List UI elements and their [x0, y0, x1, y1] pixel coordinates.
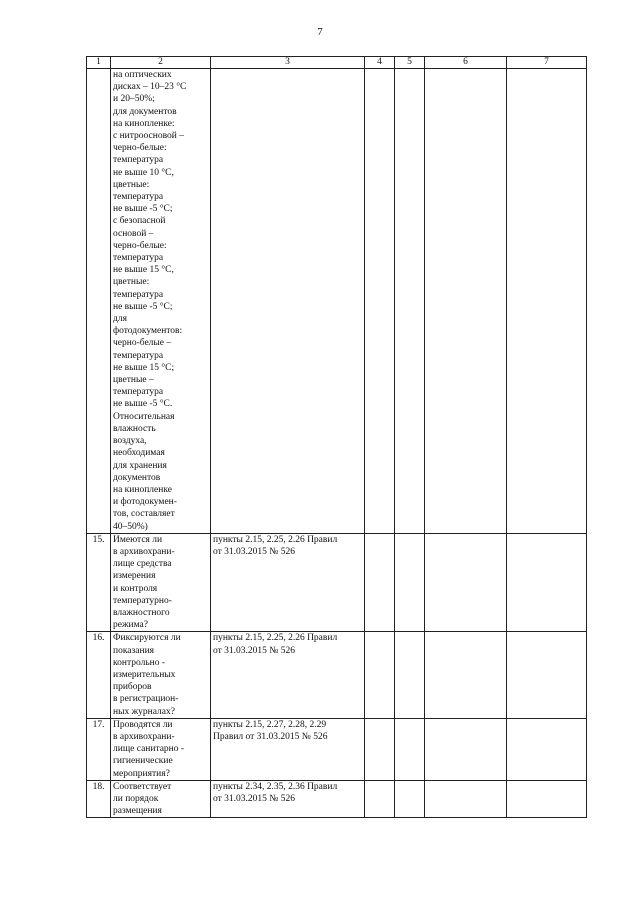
- text-line: на оптических: [113, 70, 172, 80]
- text-line: пункты 2.15, 2.27, 2.28, 2.29: [213, 719, 327, 730]
- text-line: с нитроосновой –: [113, 131, 184, 142]
- text-line: температура: [113, 387, 164, 398]
- reference-cell: [211, 69, 365, 534]
- answer-yes-cell: [365, 718, 395, 780]
- table-row: [87, 533, 587, 632]
- table-row: [87, 780, 587, 818]
- reference-cell: [211, 632, 365, 718]
- text-line: Правил от 31.03.2015 № 526: [213, 731, 328, 742]
- note-cell: [507, 632, 587, 718]
- text-line: пункты 2.15, 2.25, 2.26 Правил: [213, 534, 338, 545]
- text-line: от 31.03.2015 № 526: [213, 645, 295, 656]
- text-line: и фотодокумен-: [113, 497, 177, 508]
- column-header: 3: [211, 57, 365, 69]
- text-line: ных журналах?: [113, 706, 175, 717]
- question-cell: [111, 780, 211, 818]
- text-line: для документов: [113, 106, 177, 117]
- text-line: воздуха,: [113, 436, 147, 447]
- text-line: на кинопленке: [113, 484, 172, 495]
- text-line: фотодокументов:: [113, 326, 183, 337]
- text-line: для хранения: [113, 460, 167, 471]
- text-line: пункты 2.15, 2.25, 2.26 Правил: [213, 633, 338, 644]
- text-line: режима?: [113, 620, 148, 631]
- answer-no-cell: [395, 69, 425, 534]
- text-line: черно-белые:: [113, 240, 167, 251]
- text-line: цветные –: [113, 375, 154, 386]
- text-line: в архивохрани-: [113, 546, 175, 557]
- text-line: температура: [113, 253, 164, 264]
- text-line: лище санитарно -: [113, 744, 185, 755]
- text-line: 40–50%): [113, 521, 148, 532]
- text-line: цветные:: [113, 277, 150, 288]
- text-line: влажность: [113, 423, 156, 434]
- not-applicable-cell: [425, 780, 507, 818]
- text-line: лище средства: [113, 559, 172, 570]
- text-line: черно-белые:: [113, 143, 167, 154]
- text-line: измерения: [113, 571, 156, 582]
- text-line: влажностного: [113, 607, 170, 618]
- text-line: Проводятся ли: [113, 719, 173, 730]
- text-line: и 20–50%;: [113, 94, 155, 105]
- text-line: ли порядок: [113, 793, 159, 804]
- text-line: температура: [113, 192, 164, 203]
- checklist-table: [86, 56, 587, 818]
- answer-yes-cell: [365, 632, 395, 718]
- note-cell: [507, 780, 587, 818]
- table-row: [87, 718, 587, 780]
- answer-yes-cell: [365, 69, 395, 534]
- page-number: 7: [317, 26, 323, 38]
- column-header: 7: [507, 57, 587, 69]
- text-line: не выше -5 °С.: [113, 399, 173, 410]
- question-cell: [111, 69, 211, 534]
- text-line: размещения: [113, 806, 162, 817]
- note-cell: [507, 533, 587, 632]
- text-line: приборов: [113, 682, 152, 693]
- table-row-continuation: [87, 69, 587, 534]
- column-header: 1: [87, 57, 111, 69]
- row-number-cell: 16.: [87, 632, 111, 718]
- text-line: тов, составляет: [113, 509, 175, 520]
- text-line: не выше 15 °С;: [113, 362, 175, 373]
- text-line: температурно-: [113, 595, 172, 606]
- text-line: показания: [113, 645, 155, 656]
- not-applicable-cell: [425, 718, 507, 780]
- text-line: Фиксируются ли: [113, 633, 181, 644]
- text-line: для: [113, 314, 127, 325]
- column-header: 6: [425, 57, 507, 69]
- text-line: пункты 2.34, 2.35, 2.36 Правил: [213, 781, 338, 792]
- text-line: не выше 15 °С,: [113, 265, 174, 276]
- text-line: Соответствует: [113, 781, 172, 792]
- text-line: с безопасной: [113, 216, 166, 227]
- text-line: контрольно -: [113, 657, 166, 668]
- text-line: в регистрацион-: [113, 694, 179, 705]
- text-line: на кинопленке:: [113, 118, 175, 129]
- note-cell: [507, 718, 587, 780]
- text-line: необходимая: [113, 448, 165, 459]
- text-line: основой –: [113, 228, 154, 239]
- question-cell: [111, 718, 211, 780]
- text-line: Имеются ли: [113, 534, 163, 545]
- text-line: не выше -5 °С;: [113, 301, 173, 312]
- column-header: 2: [111, 57, 211, 69]
- row-number-cell: 17.: [87, 718, 111, 780]
- text-line: измерительных: [113, 669, 176, 680]
- not-applicable-cell: [425, 69, 507, 534]
- text-line: мероприятия?: [113, 768, 170, 779]
- text-line: Относительная: [113, 411, 175, 422]
- text-line: черно-белые –: [113, 338, 172, 349]
- answer-yes-cell: [365, 533, 395, 632]
- text-line: температура: [113, 155, 164, 166]
- text-line: документов: [113, 472, 161, 483]
- text-line: температура: [113, 289, 164, 300]
- row-number-cell: 18.: [87, 780, 111, 818]
- row-number-cell: 15.: [87, 533, 111, 632]
- answer-no-cell: [395, 533, 425, 632]
- question-cell: [111, 632, 211, 718]
- text-line: в архивохрани-: [113, 731, 175, 742]
- column-header: 4: [365, 57, 395, 69]
- column-header: 5: [395, 57, 425, 69]
- reference-cell: [211, 780, 365, 818]
- row-number-cell: [87, 69, 111, 534]
- note-cell: [507, 69, 587, 534]
- text-line: гигиенические: [113, 756, 173, 767]
- text-line: от 31.03.2015 № 526: [213, 793, 295, 804]
- text-line: цветные:: [113, 179, 150, 190]
- text-line: не выше 10 °С,: [113, 167, 174, 178]
- header-row: [87, 57, 587, 69]
- text-line: не выше -5 °С;: [113, 204, 173, 215]
- answer-yes-cell: [365, 780, 395, 818]
- text-line: дисках – 10–23 °С: [113, 82, 187, 93]
- table-row: [87, 632, 587, 718]
- not-applicable-cell: [425, 533, 507, 632]
- text-line: температура: [113, 350, 164, 361]
- text-line: от 31.03.2015 № 526: [213, 546, 295, 557]
- text-line: и контроля: [113, 583, 158, 594]
- question-cell: [111, 533, 211, 632]
- answer-no-cell: [395, 780, 425, 818]
- answer-no-cell: [395, 632, 425, 718]
- not-applicable-cell: [425, 632, 507, 718]
- answer-no-cell: [395, 718, 425, 780]
- reference-cell: [211, 533, 365, 632]
- reference-cell: [211, 718, 365, 780]
